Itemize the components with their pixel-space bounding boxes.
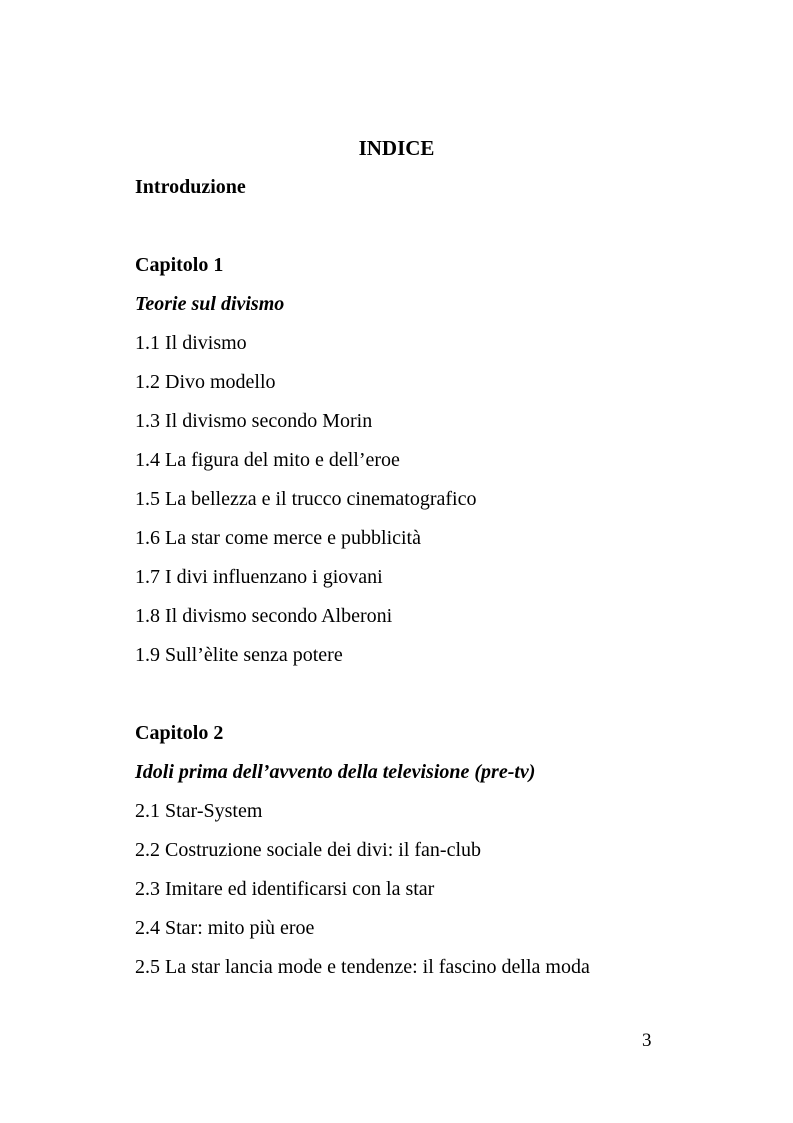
toc-entry: 1.6 La star come merce e pubblicità — [135, 527, 421, 549]
spacer — [135, 212, 695, 251]
toc-entry: 1.4 La figura del mito e dell’eroe — [135, 449, 400, 471]
table-of-contents — [135, 173, 695, 992]
toc-entry: 2.3 Imitare ed identificarsi con la star — [135, 878, 435, 900]
toc-entry: 1.8 Il divismo secondo Alberoni — [135, 605, 393, 627]
toc-entry: 1.3 Il divismo secondo Morin — [135, 410, 373, 432]
toc-entry: 1.1 Il divismo — [135, 332, 247, 354]
chapter-2-subtitle: Idoli prima dell’avvento della televisione (pre-tv) — [135, 761, 536, 783]
chapter-1-heading: Capitolo 1 — [135, 254, 224, 276]
page-number: 3 — [642, 1030, 652, 1051]
toc-entry: 2.1 Star-System — [135, 800, 263, 822]
chapter-1-subtitle: Teorie sul divismo — [135, 293, 285, 315]
toc-entry: 2.4 Star: mito più eroe — [135, 917, 315, 939]
spacer — [135, 680, 695, 719]
toc-entry: 2.5 La star lancia mode e tendenze: il fascino della moda — [135, 956, 590, 978]
toc-entry: 1.9 Sull’èlite senza potere — [135, 644, 343, 666]
toc-entry: 1.5 La bellezza e il trucco cinematografico — [135, 488, 477, 510]
toc-entry: 1.7 I divi influenzano i giovani — [135, 566, 383, 588]
chapter-2-heading: Capitolo 2 — [135, 722, 224, 744]
page-title: INDICE — [358, 136, 435, 160]
introduction-entry: Introduzione — [135, 176, 246, 198]
toc-entry: 2.2 Costruzione sociale dei divi: il fan-club — [135, 839, 482, 861]
toc-entry: 1.2 Divo modello — [135, 371, 276, 393]
